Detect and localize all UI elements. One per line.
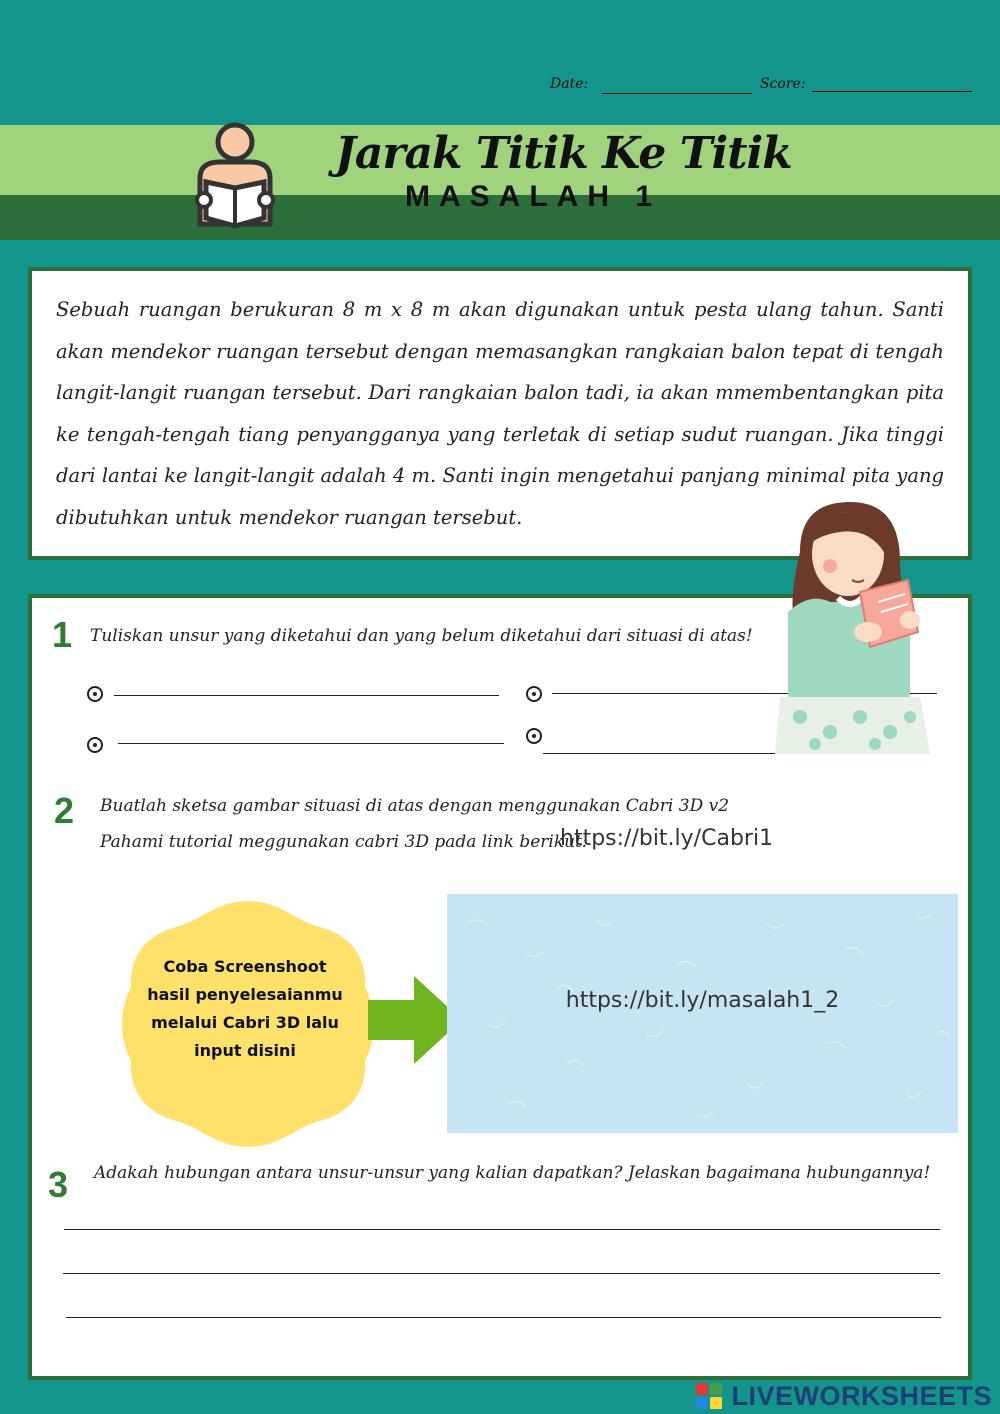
bullet-icon xyxy=(526,728,542,744)
date-field[interactable] xyxy=(602,93,752,94)
answer-line-1[interactable] xyxy=(114,695,499,696)
question-2-text-line1: Buatlah sketsa gambar situasi di atas dengan menggunakan Cabri 3D v2 xyxy=(100,796,730,816)
question-2-number: 2 xyxy=(54,790,75,831)
liveworksheets-logo-icon xyxy=(696,1383,722,1409)
answer-line-3[interactable] xyxy=(118,743,504,744)
story-text: Sebuah ruangan berukuran 8 m x 8 m akan digunakan untuk pesta ulang tahun. Santi akan mendekor ruangan tersebut dengan memasangkan rangkaian balon tepat di tengah langit-langit ruangan tersebut. Dari rangkaian balon tadi, ia akan mmembentangkan pita ke tengah-tengah tiang penyangganya yang terletak di setiap sudut ruangan. Jika tinggi dari lantai ke langit-langit adalah 4 m. Santi ingin mengetahui panjang minimal pita yang dibutuhkan untuk mendekor ruangan tersebut. xyxy=(56,298,944,529)
question-1-number: 1 xyxy=(52,614,73,655)
girl-reading-illustration xyxy=(760,492,940,758)
screenshot-input-area[interactable] xyxy=(447,894,958,1133)
bullet-icon xyxy=(526,686,542,702)
answer-line-q3-3[interactable] xyxy=(66,1317,941,1318)
page-title: Jarak Titik Ke Titik xyxy=(335,128,792,179)
bullet-icon xyxy=(87,737,103,753)
answer-link[interactable]: https://bit.ly/masalah1_2 xyxy=(565,988,840,1013)
score-field[interactable] xyxy=(812,91,972,92)
question-3-text: Adakah hubungan antara unsur-unsur yang kalian dapatkan? Jelaskan bagaimana hubungannya! xyxy=(94,1163,931,1183)
bullet-icon xyxy=(87,686,103,702)
badge-text: Coba Screenshoot hasil penyelesaianmu melalui Cabri 3D lalu input disini xyxy=(147,957,343,1060)
answer-line-q3-2[interactable] xyxy=(63,1273,940,1274)
page-subtitle: MASALAH 1 xyxy=(405,180,662,213)
question-3-number: 3 xyxy=(48,1164,69,1205)
cabri-tutorial-link[interactable]: https://bit.ly/Cabri1 xyxy=(560,826,774,851)
answer-line-q3-1[interactable] xyxy=(64,1229,940,1230)
question-1-text: Tuliskan unsur yang diketahui dan yang belum diketahui dari situasi di atas! xyxy=(90,626,753,646)
paper-texture xyxy=(447,894,958,1133)
question-2-text-line2: Pahami tutorial meggunakan cabri 3D pada link berikut: xyxy=(100,832,588,852)
reading-person-icon xyxy=(192,118,278,234)
watermark: LIVEWORKSHEETS xyxy=(731,1381,992,1411)
date-label: Date: xyxy=(550,76,589,92)
score-label: Score: xyxy=(760,76,806,92)
